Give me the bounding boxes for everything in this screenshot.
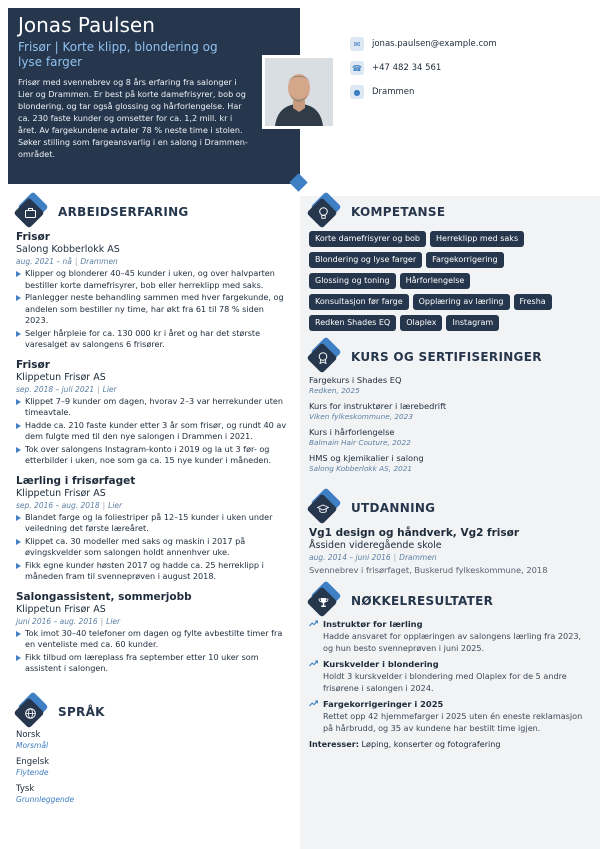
- contact-phone[interactable]: [350, 56, 497, 80]
- skill-chip: Instagram: [446, 315, 499, 331]
- job-bullets: [16, 396, 288, 467]
- work-section-title: ARBEIDSERFARING: [58, 205, 189, 219]
- skill-chip: Glossing og toning: [309, 273, 396, 289]
- phone-icon: ☎: [350, 61, 364, 75]
- globe-icon: [16, 696, 48, 728]
- job-title: Lærling i frisørfaget: [16, 474, 136, 487]
- job-company: Klippetun Frisør AS: [16, 371, 106, 383]
- job-entry: [16, 590, 288, 675]
- result-description: Hadde ansvaret for opplæringen av salongens lærling fra 2023, og hun besto svenneprøven i juni 2025.: [323, 631, 582, 653]
- results-section-title: NØKKELRESULTATER: [351, 594, 494, 608]
- job-bullet: Tok imot 30–40 telefoner om dagen og fylte avbestilte timer fra en venteliste med ca. 60 kunder.: [16, 628, 288, 651]
- language-item: [16, 784, 74, 805]
- lightbulb-icon: [309, 196, 341, 228]
- job-meta: aug. 2021 – nå | Drammen: [16, 257, 118, 266]
- job-title: Salongassistent, sommerjobb: [16, 590, 192, 603]
- contact-location: [350, 80, 497, 104]
- job-company: Klippetun Frisør AS: [16, 487, 106, 499]
- phone-text: +47 482 34 561: [372, 63, 442, 73]
- education-title: Vg1 design og håndverk, Vg2 frisør: [309, 527, 520, 539]
- languages-section-title: SPRÅK: [58, 705, 105, 719]
- contact-list: [350, 32, 497, 104]
- course-item: [309, 453, 579, 474]
- job-company: Klippetun Frisør AS: [16, 603, 106, 615]
- results-list: [309, 619, 584, 750]
- work-section-heading: [16, 196, 189, 228]
- language-item: [16, 730, 74, 751]
- course-name: HMS og kjemikalier i salong: [309, 453, 424, 463]
- profile-photo: [262, 55, 336, 129]
- course-org: Viken fylkeskommune, 2023: [309, 412, 413, 421]
- contact-email[interactable]: [350, 32, 497, 56]
- interests-text: Løping, konserter og fotografering: [361, 739, 501, 749]
- job-bullet: Tok over salongens Instagram-konto i 2019 og la ut 3 før- og etterbilder i uken, noe som ga ca. 15 nye kunder i måneden.: [16, 444, 288, 467]
- job-dates: juni 2016 – aug. 2016: [16, 616, 98, 626]
- skills-section-heading: [309, 196, 445, 228]
- languages-list: [16, 730, 74, 811]
- result-title: Kurskvelder i blondering: [323, 659, 439, 669]
- language-level: Grunnleggende: [16, 795, 75, 804]
- job-title: Frisør: [16, 358, 50, 371]
- education-dates: aug. 2014 – juni 2016: [309, 553, 391, 562]
- language-name: Norsk: [16, 730, 41, 740]
- job-bullet: Klipper og blonderer 40–45 kunder i uken, og over halvparten bestiller korte damefrisyrer, bob eller herreklipp med saks.: [16, 268, 288, 291]
- job-bullet: Klippet 7–9 kunder om dagen, hvorav 2–3 var herrekunder uten timeavtale.: [16, 396, 288, 419]
- result-item: [309, 619, 584, 654]
- profile-summary: Frisør med svennebrev og 8 års erfaring fra salonger i Lier og Drammen. Er best på korte damefrisyrer, bob og blondering, og tar også glossing og hårforlengelse. Har ca. 230 faste kunder og omsetter for ca. 1,2 mill. kr i året. Av fargekundene avtaler 78 % neste time i stolen. Søker stilling som fargeansvarlig i en salong i Drammen-området.: [18, 77, 248, 159]
- job-dates: aug. 2021 – nå: [16, 257, 72, 266]
- skill-chip: Fresha: [514, 294, 552, 310]
- courses-section-title: KURS OG SERTIFISERINGER: [351, 350, 542, 364]
- language-name: Engelsk: [16, 757, 50, 767]
- education-location: Drammen: [399, 553, 437, 562]
- courses-section-heading: [309, 341, 542, 373]
- job-meta: sep. 2016 – aug. 2018 | Lier: [16, 500, 123, 510]
- job-bullet: Fikk egne kunder høsten 2017 og hadde ca. 25 herreklipp i måneden fram til svenneprøven i august 2018.: [16, 560, 288, 583]
- candidate-name: Jonas Paulsen: [18, 13, 155, 37]
- result-title: Fargekorrigeringer i 2025: [323, 699, 444, 709]
- skill-chip: Konsultasjon før farge: [309, 294, 409, 310]
- job-bullet: Planlegger neste behandling sammen med hver fargekunde, og andelen som bestiller ny time, har økt fra 61 til 78 % siden 2023.: [16, 292, 288, 327]
- envelope-icon: ✉: [350, 37, 364, 51]
- job-bullet: Fikk tilbud om læreplass fra september etter 10 uker som assistent i salongen.: [16, 652, 288, 675]
- job-company: Salong Kobberlokk AS: [16, 244, 120, 255]
- location-text: Drammen: [372, 87, 415, 97]
- course-name: Kurs i hårforlengelse: [309, 427, 395, 437]
- headline: Frisør | Korte klipp, blondering og lyse farger: [18, 40, 218, 69]
- job-bullet: Selger hårpleie for ca. 130 000 kr i året og har det største varesalget av salongens 6 frisører.: [16, 328, 288, 351]
- trend-up-icon: [309, 660, 318, 669]
- language-level: Flytende: [16, 768, 49, 777]
- course-item: [309, 375, 579, 396]
- course-name: Fargekurs i Shades EQ: [309, 375, 402, 385]
- work-experience-list: [16, 230, 288, 682]
- briefcase-icon: [16, 196, 48, 228]
- education-section-heading: [309, 492, 435, 524]
- interests-label: Interesser:: [309, 739, 359, 749]
- trophy-icon: [309, 585, 341, 617]
- result-item: [309, 659, 584, 694]
- trend-up-icon: [309, 700, 318, 709]
- job-entry: [16, 230, 288, 351]
- education-entry: [309, 527, 589, 576]
- result-description: Holdt 3 kurskvelder i blondering med Olaplex for de 5 andre frisørene i salongen i 2024.: [323, 671, 567, 693]
- education-meta: aug. 2014 – juni 2016 | Drammen: [309, 553, 437, 562]
- course-org: Balmain Hair Couture, 2022: [309, 438, 411, 447]
- job-location: Lier: [102, 384, 117, 394]
- job-bullets: [16, 268, 288, 351]
- language-level: Morsmål: [16, 741, 49, 750]
- job-bullet: Klippet ca. 30 modeller med saks og maskin i 2017 på øvingskvelder som salongen holdt annenhver uke.: [16, 536, 288, 559]
- education-note: Svennebrev i frisørfaget, Buskerud fylkeskommune, 2018: [309, 565, 548, 575]
- course-name: Kurs for instruktører i lærebedrift: [309, 401, 447, 411]
- language-name: Tysk: [16, 784, 35, 794]
- location-pin-icon: ●: [350, 85, 364, 99]
- job-entry: [16, 358, 288, 467]
- skill-chip: Redken Shades EQ: [309, 315, 396, 331]
- course-org: Salong Kobberlokk AS, 2021: [309, 464, 413, 473]
- job-dates: sep. 2016 – aug. 2018: [16, 500, 100, 510]
- course-item: [309, 401, 579, 422]
- job-location: Lier: [108, 500, 123, 510]
- courses-list: [309, 375, 579, 479]
- course-org: Redken, 2025: [309, 386, 360, 395]
- interests-line: [309, 739, 584, 750]
- skill-chip: Blondering og lyse farger: [309, 252, 422, 268]
- results-section-heading: [309, 585, 493, 617]
- avatar-illustration: [265, 58, 333, 126]
- skills-chips: [309, 231, 567, 331]
- skill-chip: Korte damefrisyrer og bob: [309, 231, 426, 247]
- skill-chip: Herreklipp med saks: [430, 231, 524, 247]
- skill-chip: Hårforlengelse: [400, 273, 471, 289]
- job-dates: sep. 2018 – juli 2021: [16, 384, 95, 394]
- skill-chip: Olaplex: [400, 315, 442, 331]
- certificate-icon: [309, 341, 341, 373]
- job-meta: juni 2016 – aug. 2016 | Lier: [16, 616, 121, 626]
- trend-up-icon: [309, 620, 318, 629]
- skill-chip: Fargekorrigering: [426, 252, 503, 268]
- job-bullets: [16, 512, 288, 583]
- job-bullet: Hadde ca. 210 faste kunder etter 3 år som frisør, og rundt 40 av dem fulgte med til den nye salongen i Drammen i 2021.: [16, 420, 288, 443]
- languages-section-heading: [16, 696, 105, 728]
- header-card: [8, 8, 300, 184]
- course-item: [309, 427, 579, 448]
- job-location: Lier: [106, 616, 121, 626]
- education-section-title: UTDANNING: [351, 501, 436, 515]
- job-meta: sep. 2018 – juli 2021 | Lier: [16, 384, 117, 394]
- education-school: Åssiden videregående skole: [309, 540, 442, 551]
- result-title: Instruktør for lærling: [323, 619, 423, 629]
- email-text: jonas.paulsen@example.com: [372, 39, 497, 49]
- skills-section-title: KOMPETANSE: [351, 205, 446, 219]
- job-title: Frisør: [16, 231, 50, 243]
- language-item: [16, 757, 74, 778]
- skill-chip: Opplæring av lærling: [413, 294, 510, 310]
- result-item: [309, 699, 584, 734]
- job-location: Drammen: [80, 257, 118, 266]
- graduation-cap-icon: [309, 492, 341, 524]
- job-bullets: [16, 628, 288, 675]
- job-bullet: Blandet farge og la foliestriper på 12–15 kunder i uken under veiledning det første læreåret.: [16, 512, 288, 535]
- job-entry: [16, 474, 288, 583]
- result-description: Rettet opp 42 hjemmefarger i 2025 uten én eneste reklamasjon på hårbrudd, og 35 av kundene har bestilt time igjen.: [323, 711, 583, 733]
